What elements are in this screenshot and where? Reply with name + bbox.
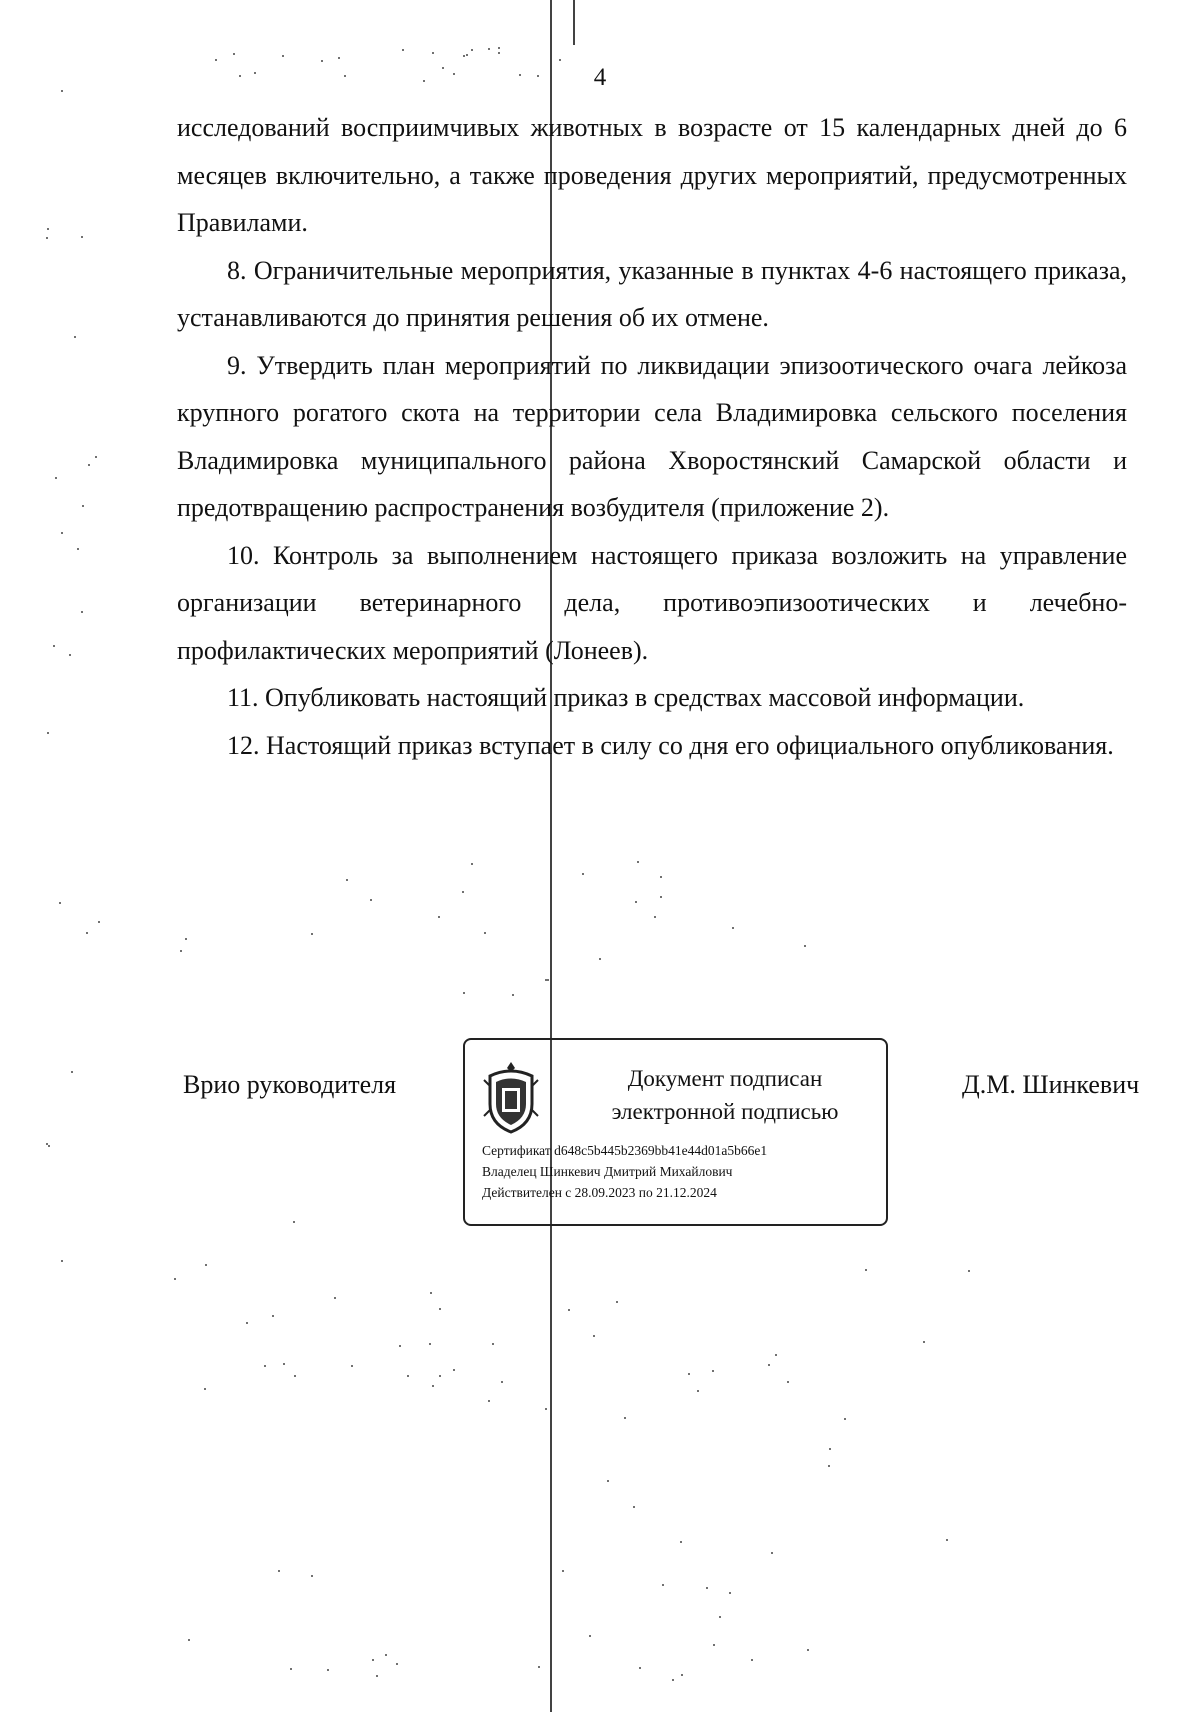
scan-speck [98, 921, 100, 923]
scan-speck [681, 1674, 683, 1676]
scan-speck [372, 1659, 374, 1661]
scan-speck [59, 902, 61, 904]
scan-speck [327, 1669, 329, 1671]
scan-speck [370, 899, 372, 901]
stamp-title: Документ подписан электронной подписью [611, 1066, 839, 1124]
scan-speck [635, 901, 637, 903]
scan-speck [55, 477, 57, 479]
scan-speck [399, 1345, 401, 1347]
scan-speck [180, 950, 182, 952]
scan-speck [865, 1269, 867, 1271]
paragraph-item-9: 9. Утвердить план мероприятий по ликвидации эпизоотического очага лейкоза крупного рогатого скота на территории села Владимировка сельского поселения Владимировка муниципального района Хворостянский Самарской области и предотвращению распространения возбудителя (приложение 2). [177, 350, 1127, 522]
scan-speck [282, 55, 284, 57]
scan-speck [293, 1221, 295, 1223]
scan-speck [429, 1343, 431, 1345]
scan-speck [294, 1375, 296, 1377]
scan-speck [624, 1417, 626, 1419]
scan-speck [660, 876, 662, 878]
scan-speck [407, 1375, 409, 1377]
scan-speck [86, 932, 88, 934]
scan-speck [712, 1370, 714, 1372]
electronic-signature-stamp [463, 1038, 888, 1226]
scan-speck [923, 1341, 925, 1343]
scan-speck [61, 1260, 63, 1262]
scan-speck [593, 1335, 595, 1337]
document-body [177, 104, 1127, 769]
scan-speck [713, 1644, 715, 1646]
signer-position: Врио руководителя [183, 1070, 397, 1099]
scan-speck [81, 236, 83, 238]
scan-speck [660, 896, 662, 898]
scan-speck [607, 1480, 609, 1482]
scan-speck [351, 1365, 353, 1367]
scan-speck [174, 1278, 176, 1280]
scan-speck [423, 80, 425, 82]
signer-name: Д.М. Шинкевич [962, 1070, 1140, 1099]
scan-speck [512, 994, 514, 996]
scan-speck [74, 336, 76, 338]
scan-speck [385, 1654, 387, 1656]
scan-speck [205, 1264, 207, 1266]
scan-speck [501, 1381, 503, 1383]
scan-speck [47, 732, 49, 734]
scan-speck [246, 1322, 248, 1324]
scan-speck [471, 863, 473, 865]
scan-speck [432, 1385, 434, 1387]
scan-speck [61, 532, 63, 534]
scan-speck [616, 1301, 618, 1303]
scan-speck [376, 1675, 378, 1677]
scan-speck [71, 1071, 73, 1073]
scan-speck [442, 67, 444, 69]
scan-speck [430, 1292, 432, 1294]
scan-speck [582, 873, 584, 875]
scan-speck [946, 1539, 948, 1541]
scan-speck [729, 1592, 731, 1594]
stamp-owner: Владелец Шинкевич Дмитрий Михайлович [482, 1164, 733, 1179]
scan-speck [77, 548, 79, 550]
scan-speck [188, 1639, 190, 1641]
scan-speck [768, 1364, 770, 1366]
scan-speck [334, 1297, 336, 1299]
scan-speck [272, 1315, 274, 1317]
scan-speck [662, 1584, 664, 1586]
scan-speck [498, 52, 500, 54]
scan-speck [283, 1363, 285, 1365]
scan-speck [488, 1400, 490, 1402]
scan-artifact-line-top [573, 0, 575, 45]
scan-speck [95, 456, 97, 458]
scan-speck [453, 73, 455, 75]
scan-speck [185, 938, 187, 940]
scan-speck [463, 55, 465, 57]
scan-speck [688, 1373, 690, 1375]
scan-speck [53, 645, 55, 647]
scan-speck [338, 57, 340, 59]
scan-speck [706, 1587, 708, 1589]
scan-speck [69, 654, 71, 656]
scan-speck [215, 59, 217, 61]
scan-speck [519, 74, 521, 76]
scan-speck [599, 958, 601, 960]
stamp-validity: Действителен с 28.09.2023 по 21.12.2024 [482, 1185, 717, 1200]
scan-speck [88, 464, 90, 466]
scan-speck [46, 237, 48, 239]
stamp-certificate: Сертификат d648c5b445b2369bb41e44d01a5b66e1 [482, 1143, 768, 1158]
scan-speck [719, 1616, 721, 1618]
scan-speck [438, 916, 440, 918]
scan-speck [787, 1381, 789, 1383]
paragraph-item-11: 11. Опубликовать настоящий приказ в средствах массовой информации. [227, 683, 1025, 712]
scan-speck [396, 1663, 398, 1665]
scan-speck [321, 60, 323, 62]
scan-speck [562, 1570, 564, 1572]
scan-speck [538, 1666, 540, 1668]
paragraph-item-12: 12. Настоящий приказ вступает в силу со дня его официального опубликования. [227, 730, 1114, 760]
scan-speck [559, 59, 561, 61]
scan-speck [633, 1506, 635, 1508]
scan-speck [680, 1541, 682, 1543]
scan-speck [346, 879, 348, 881]
scan-speck [547, 979, 549, 981]
scan-speck [463, 992, 465, 994]
scan-speck [432, 52, 434, 54]
scan-speck [484, 932, 486, 934]
scan-speck [82, 505, 84, 507]
scan-speck [254, 72, 256, 74]
scan-speck [589, 1635, 591, 1637]
paragraph-item-10: 10. Контроль за выполнением настоящего приказа возложить на управление организации ветеринарного дела, противоэпизоотических и лечебно-профилактических мероприятий (Лонеев). [177, 540, 1127, 665]
scan-speck [637, 861, 639, 863]
scan-speck [807, 1649, 809, 1651]
scan-speck [402, 49, 404, 51]
scan-speck [233, 53, 235, 55]
scan-speck [844, 1418, 846, 1420]
scan-speck [639, 1667, 641, 1669]
scan-speck [697, 1390, 699, 1392]
scan-speck [81, 611, 83, 613]
scan-speck [751, 1659, 753, 1661]
scan-speck [290, 1668, 292, 1670]
scan-speck [828, 1465, 830, 1467]
scan-speck [568, 1309, 570, 1311]
scan-speck [732, 927, 734, 929]
scan-speck [471, 49, 473, 51]
scan-speck [492, 1343, 494, 1345]
scan-speck [968, 1270, 970, 1272]
scan-speck [311, 1575, 313, 1577]
paragraph-continuation: исследований восприимчивых животных в возрасте от 15 календарных дней до 6 месяцев включительно, а также проведения других мероприятий, предусмотренных Правилами. [177, 113, 1127, 237]
stamp-certificate-details [482, 1140, 882, 1203]
scan-speck [278, 1570, 280, 1572]
scan-speck [771, 1552, 773, 1554]
scan-speck [453, 1369, 455, 1371]
scan-speck [311, 933, 313, 935]
scan-speck [775, 1354, 777, 1356]
scan-speck [545, 1408, 547, 1410]
scan-speck [439, 1375, 441, 1377]
scan-speck [48, 1145, 50, 1147]
scan-speck [462, 891, 464, 893]
scan-speck [804, 945, 806, 947]
scan-speck [264, 1365, 266, 1367]
scan-speck [61, 90, 63, 92]
scan-speck [654, 916, 656, 918]
page-number: 4 [593, 64, 607, 91]
paragraph-item-8: 8. Ограничительные мероприятия, указанные в пунктах 4-6 настоящего приказа, устанавливаются до принятия решения об их отмене. [177, 255, 1127, 332]
scan-speck [498, 47, 500, 49]
scan-speck [204, 1388, 206, 1390]
scan-speck [47, 228, 49, 230]
scan-speck [466, 54, 468, 56]
scan-speck [488, 48, 490, 50]
scan-speck [829, 1448, 831, 1450]
coat-of-arms-icon [482, 1060, 540, 1136]
scan-speck [672, 1679, 674, 1681]
scan-speck [439, 1308, 441, 1310]
